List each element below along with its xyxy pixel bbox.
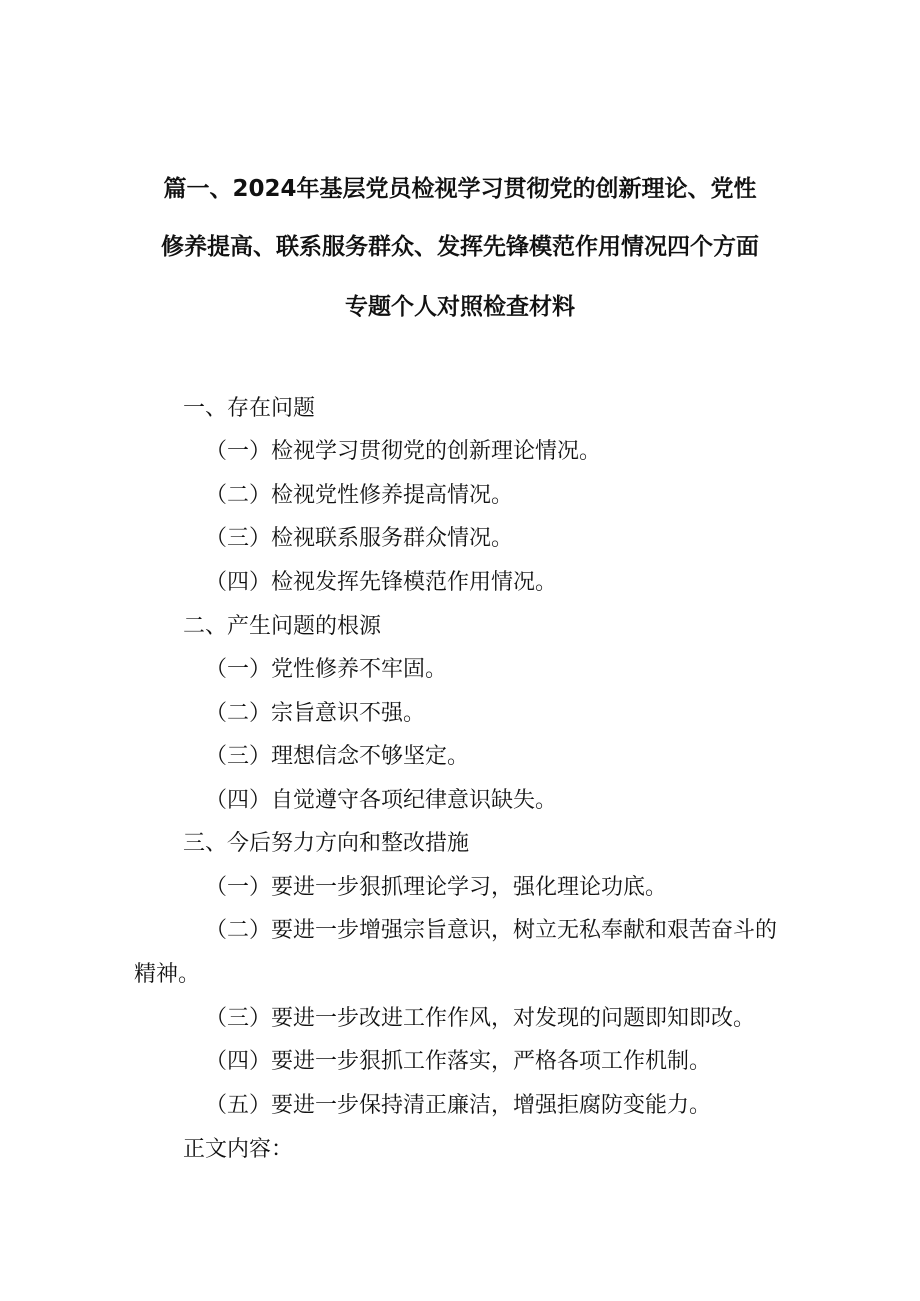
section-3-item-4: （四）要进一步狠抓工作落实，严格各项工作机制。	[205, 1049, 712, 1074]
document-title-line-2: 修养提高、联系服务群众、发挥先锋模范作用情况四个方面	[161, 234, 759, 260]
closing-line: 正文内容：	[183, 1137, 294, 1162]
section-1-item-3: （三）检视联系服务群众情况。	[205, 526, 514, 551]
document-title-line-1: 篇一、2024年基层党员检视学习贯彻党的创新理论、党性	[163, 176, 757, 202]
section-3-item-2-continued: 精神。	[134, 962, 201, 987]
section-1-item-1: （一）检视学习贯彻党的创新理论情况。	[205, 439, 602, 464]
section-heading-2: 二、产生问题的根源	[183, 614, 382, 639]
section-2-item-4: （四）自觉遵守各项纪律意识缺失。	[205, 788, 558, 813]
section-2-item-2: （二）宗旨意识不强。	[205, 701, 426, 726]
section-2-item-1: （一）党性修养不牢固。	[205, 657, 448, 682]
section-heading-1: 一、存在问题	[183, 396, 316, 421]
section-3-item-5: （五）要进一步保持清正廉洁，增强拒腐防变能力。	[205, 1093, 712, 1118]
section-2-item-3: （三）理想信念不够坚定。	[205, 744, 470, 769]
document-title-line-3: 专题个人对照检查材料	[345, 294, 575, 320]
section-3-item-1: （一）要进一步狠抓理论学习，强化理论功底。	[205, 875, 668, 900]
section-3-item-2: （二）要进一步增强宗旨意识，树立无私奉献和艰苦奋斗的	[205, 918, 778, 943]
section-1-item-4: （四）检视发挥先锋模范作用情况。	[205, 570, 558, 595]
section-3-item-3: （三）要进一步改进工作作风，对发现的问题即知即改。	[205, 1006, 756, 1031]
section-heading-3: 三、今后努力方向和整改措施	[183, 831, 470, 856]
section-1-item-2: （二）检视党性修养提高情况。	[205, 483, 514, 508]
